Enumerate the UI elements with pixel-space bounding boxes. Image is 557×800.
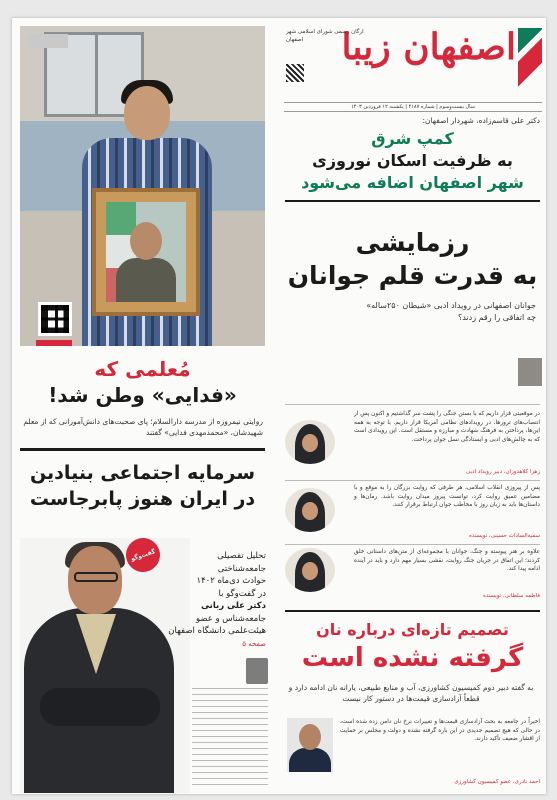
- section-tag: [36, 340, 72, 346]
- masthead-title[interactable]: اصفهان زیبا: [341, 26, 516, 68]
- interview-badge: گفت‌وگو: [122, 534, 165, 577]
- mini-article-text-lines: [192, 688, 268, 788]
- teacher-headline-main: «فدایی» وطن شد!: [48, 383, 237, 407]
- right-column: [279, 18, 546, 794]
- bread-subtitle: به گفته دبیر دوم کمیسیون کشاورزی، آب و منابع طبیعی، یارانه نان ادامه دارد و قطعاً آزادسازی قیمت‌ها در دستور کار نیست: [288, 683, 534, 703]
- author-photo: [285, 548, 335, 592]
- camp-kicker: دکتر علی قاسم‌زاده، شهردار اصفهان:: [422, 116, 540, 125]
- masthead-flag-logo-icon: [518, 28, 542, 88]
- author-photo: [285, 488, 335, 532]
- martyr-portrait-frame: [92, 188, 200, 316]
- youth-pen-line1: رزمایشی: [355, 228, 470, 257]
- qr-code-icon[interactable]: [38, 302, 72, 336]
- bread-headline-line2[interactable]: گرفته نشده است: [301, 643, 524, 673]
- masthead: [284, 24, 542, 96]
- teacher-headline[interactable]: [20, 356, 265, 408]
- camp-headline[interactable]: [285, 128, 540, 194]
- columnist-photo: [518, 358, 542, 386]
- author-caption: احمد نادری، عضو کمیسیون کشاورزی: [454, 779, 540, 785]
- author-caption: سمیه‌السادات حسینی، نویسنده: [468, 533, 540, 539]
- dateline: سال بیست‌وسوم | شماره ۴۱۸۷ | یکشنبه ۱۲ فروردین ۱۴۰۳: [284, 102, 542, 112]
- youth-pen-line2: به قدرت قلم جوانان: [287, 261, 538, 290]
- youth-pen-subtitle-line2: چه اتفاقی را رقم زدند؟: [457, 313, 536, 322]
- interview-line: حوادث دی‌ماه ۱۴۰۲: [196, 576, 266, 586]
- social-capital-line1: سرمایه اجتماعی بنیادین: [29, 462, 256, 484]
- camp-headline-line3: شهر اصفهان اضافه می‌شود: [301, 173, 524, 192]
- social-capital-headline[interactable]: [20, 460, 265, 512]
- masthead-qr-icon[interactable]: [286, 64, 304, 82]
- author-photo: [285, 420, 335, 464]
- camp-headline-line1: کمپ شرق: [371, 129, 454, 148]
- article-body: در موقعیتی قرار داریم که با بستن جنگی را پشت سر گذاشتیم و اکنون پس از انتصاب‌های ترور‌ها، در رویدادهای نظامی آمریکا قرار داریم. با توجه به همه این‌ها، پرداختن به فرهنگ شهادت و مبارزه و مستقل است. این رویدادی است که به چالش‌های ادبی و ایستادگی نسل جوان پرداخت.: [354, 411, 540, 443]
- article-body: پس از پیروزی انقلاب اسلامی، هر طرفی که روایت بزرگان را به موقع و با مضامین عمیق روایت کرد، توانست پیروز میدان روایت باشد. رمان‌ها و داستان‌ها باید به زبان روز با مخاطب جوان ارتباط برقرار کنند.: [354, 485, 540, 509]
- interview-line: جامعه‌شناس و عضو: [195, 613, 266, 624]
- teacher-story-photo: [20, 26, 265, 346]
- divider: [285, 480, 540, 481]
- official-photo: [287, 718, 333, 772]
- youth-pen-subtitle-line1: جوانان اصفهانی در رویداد ادبی «شیطان ۲۵۰ساله»: [366, 301, 536, 310]
- article-body: علاوه بر هنر پیوسته و جنگ، جوانان با مجموعه‌ای از متن‌های داستانی خلق کردند؛ این اتفاق در جریان جنگ روایت، نقشی بسیار مهم دارد و باید در آینده ادامه پیدا کند.: [354, 549, 540, 573]
- mini-article: [192, 658, 268, 788]
- divider: [285, 610, 540, 612]
- teacher-headline-red: مُعلمی که: [94, 357, 191, 381]
- masthead-motto: ارگان رسمی شورای اسلامی شهر اصفهان: [286, 29, 364, 43]
- author-caption: زهرا کلاهدوزان، دبیر رویداد ادبی: [466, 469, 540, 475]
- interview-line: تحلیل تفصیلی: [217, 551, 266, 561]
- bread-headline-line1[interactable]: تصمیم تازه‌ای درباره نان: [316, 620, 509, 639]
- teacher-subtitle: روایتی نیمروزه از مدرسه دارالسلام؛ پای صحبت‌های دانش‌آموزانی که از معلم شهیدشان، «محمدمهدی فدایی» گفتند: [23, 417, 263, 437]
- author-caption: فاطمه سلطانی، نویسنده: [482, 593, 540, 599]
- left-column: [12, 18, 271, 794]
- camp-headline-line2: به ظرفیت اسکان نوروزی: [312, 151, 513, 170]
- interview-line: جامعه‌شناختی: [217, 563, 266, 574]
- divider: [20, 448, 265, 451]
- interview-line: دکتر علی ربانی: [201, 601, 266, 611]
- divider: [285, 544, 540, 545]
- divider: [285, 404, 540, 405]
- divider: [285, 200, 540, 202]
- interview-teaser[interactable]: [162, 550, 266, 650]
- mini-article-photo: [246, 658, 268, 684]
- corner-badge: [28, 34, 68, 48]
- interview-page-ref: صفحه ۵: [242, 639, 266, 648]
- interview-line: هیئت‌علمی دانشگاه اصفهان: [168, 626, 266, 636]
- newspaper-front-page: [12, 18, 546, 794]
- youth-pen-headline[interactable]: [285, 226, 540, 292]
- interview-line: در گفت‌وگو با: [218, 588, 266, 599]
- social-capital-line2: در ایران هنوز پابرجاست: [29, 488, 256, 510]
- article-body: اخیراً در جامعه به بحث آزادسازی قیمت‌ها و تغییرات نرخ نان دامن زده شده است، در حالی که هیچ تصمیم جدیدی در این باره گرفته نشده و دولت و مجلس بر حمایت از اقشار ضعیف تأکید دارند.: [340, 719, 540, 743]
- youth-pen-subtitle: [286, 300, 536, 324]
